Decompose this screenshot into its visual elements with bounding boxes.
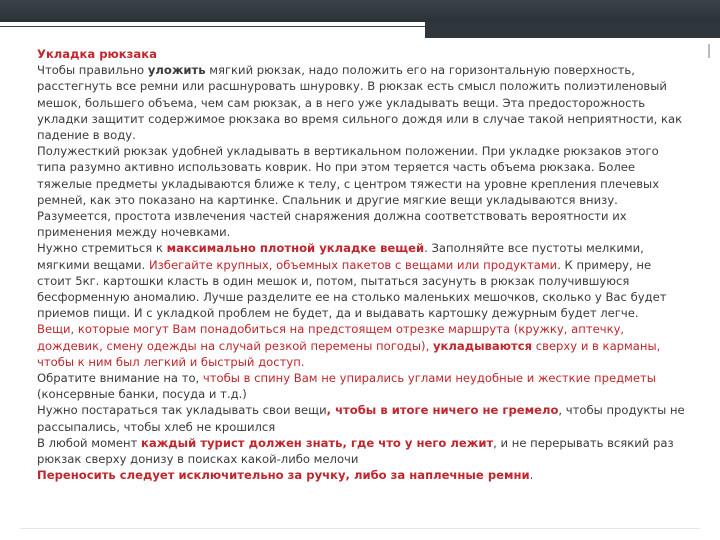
footer-rule	[20, 528, 700, 529]
paragraph-7	[37, 435, 685, 467]
p6-highlight: , чтобы в итоге ничего не гремело	[326, 403, 559, 418]
paragraph-4	[37, 321, 685, 370]
paragraph-3	[37, 240, 685, 321]
p8-text-b: .	[529, 468, 534, 483]
p8-highlight: Переносить следует исключительно за ручку, либо за наплечные ремни	[37, 468, 530, 483]
p5-text-c: (консервные банки, посуда и т.д.)	[37, 387, 247, 402]
header-tab	[425, 22, 720, 38]
p5-red-text: чтобы в спину Вам не упирались углами неудобные и жесткие предметы	[202, 371, 656, 386]
p6-text-c: , чтобы продукты не рассыпались, чтобы хлеб не крошился	[37, 403, 685, 434]
slide-body	[37, 46, 685, 483]
p7-highlight: каждый турист должен знать, где что у него лежит	[141, 435, 494, 450]
p3-highlight: максимально плотной укладке вещей	[166, 241, 425, 256]
paragraph-6	[37, 402, 685, 434]
paragraph-8	[37, 467, 685, 483]
p1-text-c: мягкий рюкзак, надо положить его на горизонтальную поверхность, расстегнуть все ремни или расшнуровать шнуровку. В рюкзак есть смысл положить полиэтиленовый мешок, большего объема, чем сам рюкзак, а в него уже укладывать вещи. Эта предосторожность укладки защитит содержимое рюкзака во время сильного дождя или в случае такой неприятности, как падение в воду.	[37, 63, 683, 143]
paragraph-1	[37, 62, 685, 143]
p6-text-a: Нужно постараться так укладывать свои вещи	[37, 403, 327, 418]
p3-text-e: . К примеру, не стоит 5кг. картошки класть в один мешок и, потом, пытаться засунуть в рюкзак получившуюся бесформенную аномалию. Лучше разделите ее на столько маленьких мешочков, сколько у Вас будет приемов пищи. И с укладкой проблем не будет, да и выдавать картошку дежурным будет легче.	[37, 257, 667, 321]
p7-text-a: В любой момент	[37, 435, 142, 450]
p4-red-text: Вещи, которые могут Вам понадобиться на предстоящем отрезке маршрута (кружку, аптечку, дождевик, смену одежды на случай резкой перемены погоды),	[37, 322, 625, 353]
p3-red-text: Избегайте крупных, объемных пакетов с вещами или продуктами	[148, 257, 558, 272]
header-dark-strip	[0, 0, 720, 22]
paragraph-5	[37, 370, 685, 402]
p4-highlight: укладываются	[432, 338, 533, 353]
p7-text-c: , и не перерывать всякий раз рюкзак сверху донизу в поисках какой-либо мелочи	[37, 435, 674, 467]
p1-bold: уложить	[147, 63, 206, 78]
p5-text-a: Обратите внимание на то,	[37, 371, 203, 386]
corner-mark	[708, 44, 710, 58]
p3-text-c: . Заполняйте все пустоты мелкими, мягкими вещами.	[37, 241, 644, 272]
p1-text-a: Чтобы правильно	[37, 63, 148, 78]
p4-red-text-c: сверху и в карманы, чтобы к ним был легкий и быстрый доступ.	[37, 338, 661, 369]
slide-header-band	[0, 0, 720, 32]
paragraph-2: Полужесткий рюкзак удобней укладывать в вертикальном положении. При укладке рюкзаков этого типа разумно активно использовать коврик. Но при этом теряется часть объема рюкзака. Более тяжелые предметы укладываются ближе к телу, с центром тяжести на уровне крепления плечевых ремней, как это показано на картинке. Спальник и другие мягкие вещи укладываются внизу. Разумеется, простота извлечения частей снаряжения должна соответствовать вероятности их применения между ночевками.	[37, 144, 660, 240]
p3-text-a: Нужно стремиться к	[37, 241, 167, 256]
slide-title: Укладка рюкзака	[37, 47, 157, 61]
header-rule	[0, 26, 425, 27]
